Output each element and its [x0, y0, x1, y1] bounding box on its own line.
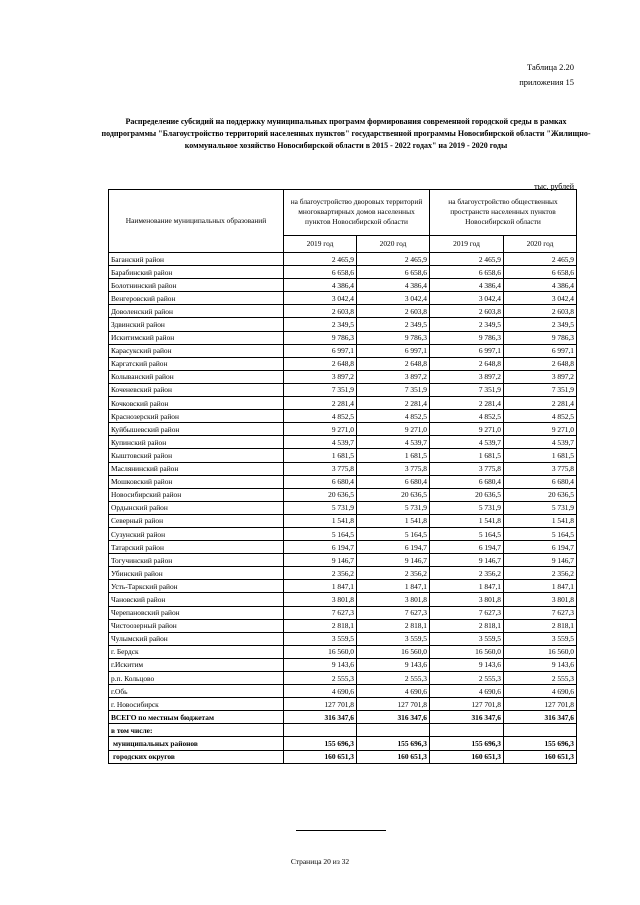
row-name: Маслянинский район	[109, 462, 284, 475]
row-value: 6 997,1	[430, 344, 504, 357]
row-value: 9 786,3	[504, 331, 577, 344]
row-value: 2 603,8	[430, 305, 504, 318]
table-row	[109, 541, 577, 554]
table-row	[109, 685, 577, 698]
table-row	[109, 554, 577, 567]
row-value: 316 347,6	[284, 711, 357, 724]
row-name: Каргатский район	[109, 357, 284, 370]
row-value: 3 559,5	[430, 632, 504, 645]
row-value: 7 627,3	[504, 606, 577, 619]
row-value: 9 143,6	[504, 658, 577, 671]
row-name: Новосибирский район	[109, 488, 284, 501]
row-value: 2 465,9	[357, 253, 430, 266]
row-value: 155 696,3	[284, 737, 357, 750]
row-value: 5 164,5	[284, 527, 357, 540]
table-row	[109, 580, 577, 593]
table-row	[109, 672, 577, 685]
row-value: 20 636,5	[284, 488, 357, 501]
row-value: 16 560,0	[430, 645, 504, 658]
row-name: Купинский район	[109, 436, 284, 449]
table-row	[109, 436, 577, 449]
row-value: 20 636,5	[504, 488, 577, 501]
row-value: 4 852,5	[284, 410, 357, 423]
table-body	[109, 253, 577, 764]
table-row	[109, 593, 577, 606]
row-value: 3 775,8	[504, 462, 577, 475]
row-value: 155 696,3	[357, 737, 430, 750]
row-value: 16 560,0	[357, 645, 430, 658]
row-name: Кыштовский район	[109, 449, 284, 462]
appendix-number: приложения 15	[519, 77, 574, 87]
row-value: 6 680,4	[284, 475, 357, 488]
row-value: 6 194,7	[284, 541, 357, 554]
column-header-public-spaces: на благоустройство общественных пространств населенных пунктов Новосибирской области	[430, 190, 577, 236]
table-row	[109, 370, 577, 383]
row-value: 3 559,5	[284, 632, 357, 645]
row-value: 3 801,8	[430, 593, 504, 606]
row-value: 160 651,3	[430, 750, 504, 763]
row-name: Сузунский район	[109, 527, 284, 540]
row-value: 20 636,5	[357, 488, 430, 501]
row-name: Болотнинский район	[109, 279, 284, 292]
row-value: 2 349,5	[357, 318, 430, 331]
table-row	[109, 318, 577, 331]
row-value: 2 648,8	[504, 357, 577, 370]
empty-cell	[504, 724, 577, 737]
row-value: 3 559,5	[504, 632, 577, 645]
empty-cell	[430, 724, 504, 737]
row-value: 4 690,6	[430, 685, 504, 698]
row-name: Колыванский район	[109, 370, 284, 383]
row-name: Татарский район	[109, 541, 284, 554]
year-header: 2019 год	[284, 235, 357, 252]
empty-cell	[284, 724, 357, 737]
row-value: 2 603,8	[357, 305, 430, 318]
row-value: 2 555,3	[430, 672, 504, 685]
row-name: Ордынский район	[109, 501, 284, 514]
row-value: 1 847,1	[357, 580, 430, 593]
row-name: г.Искитим	[109, 658, 284, 671]
table-row	[109, 698, 577, 711]
row-value: 4 386,4	[504, 279, 577, 292]
row-value: 9 143,6	[357, 658, 430, 671]
row-value: 6 658,6	[504, 266, 577, 279]
row-name: городских округов	[109, 750, 284, 763]
row-value: 1 541,8	[504, 514, 577, 527]
table-row	[109, 514, 577, 527]
empty-cell	[357, 724, 430, 737]
row-value: 5 164,5	[504, 527, 577, 540]
row-value: 7 627,3	[430, 606, 504, 619]
table-row	[109, 606, 577, 619]
including-row	[109, 724, 577, 737]
row-value: 2 603,8	[504, 305, 577, 318]
row-value: 9 146,7	[357, 554, 430, 567]
row-value: 9 146,7	[430, 554, 504, 567]
row-value: 1 681,5	[430, 449, 504, 462]
row-name: Баганский район	[109, 253, 284, 266]
row-name: Здвинский район	[109, 318, 284, 331]
row-name: г.Обь	[109, 685, 284, 698]
table-row	[109, 527, 577, 540]
row-value: 5 731,9	[430, 501, 504, 514]
table-row	[109, 501, 577, 514]
row-value: 7 627,3	[284, 606, 357, 619]
row-name: Чулымский район	[109, 632, 284, 645]
column-header-name: Наименование муниципальных образований	[109, 190, 284, 253]
row-value: 160 651,3	[284, 750, 357, 763]
row-value: 2 818,1	[430, 619, 504, 632]
row-value: 3 775,8	[284, 462, 357, 475]
row-value: 5 731,9	[504, 501, 577, 514]
row-name: Венгеровский район	[109, 292, 284, 305]
row-value: 9 143,6	[430, 658, 504, 671]
footer-divider	[296, 830, 386, 831]
row-value: 7 627,3	[357, 606, 430, 619]
row-name: Доволенский район	[109, 305, 284, 318]
row-value: 127 701,8	[357, 698, 430, 711]
row-value: 6 997,1	[284, 344, 357, 357]
row-value: 1 541,8	[430, 514, 504, 527]
row-value: 20 636,5	[430, 488, 504, 501]
table-row	[109, 619, 577, 632]
row-value: 5 731,9	[284, 501, 357, 514]
row-value: 3 897,2	[357, 370, 430, 383]
row-value: 2 356,2	[357, 567, 430, 580]
table-row	[109, 253, 577, 266]
row-value: 9 146,7	[504, 554, 577, 567]
table-row	[109, 632, 577, 645]
row-value: 316 347,6	[357, 711, 430, 724]
municipal-districts-row	[109, 737, 577, 750]
row-value: 3 801,8	[357, 593, 430, 606]
table-row	[109, 383, 577, 396]
table-row	[109, 305, 577, 318]
row-name: Тогучинский район	[109, 554, 284, 567]
year-header: 2020 год	[504, 235, 577, 252]
row-value: 2 648,8	[284, 357, 357, 370]
row-value: 3 775,8	[357, 462, 430, 475]
units-label: тыс. рублей	[534, 182, 574, 191]
row-value: 2 603,8	[284, 305, 357, 318]
table-row	[109, 266, 577, 279]
row-value: 6 680,4	[357, 475, 430, 488]
row-value: 6 680,4	[430, 475, 504, 488]
row-value: 2 281,4	[430, 397, 504, 410]
row-value: 155 696,3	[430, 737, 504, 750]
row-name: Кочковский район	[109, 397, 284, 410]
row-name: Барабинский район	[109, 266, 284, 279]
row-value: 6 658,6	[284, 266, 357, 279]
row-value: 4 690,6	[284, 685, 357, 698]
table-row	[109, 645, 577, 658]
total-row	[109, 711, 577, 724]
row-value: 6 194,7	[357, 541, 430, 554]
table-row	[109, 279, 577, 292]
row-value: 2 281,4	[504, 397, 577, 410]
row-value: 5 731,9	[357, 501, 430, 514]
row-value: 1 541,8	[284, 514, 357, 527]
row-value: 3 042,4	[357, 292, 430, 305]
row-value: 3 775,8	[430, 462, 504, 475]
table-row	[109, 344, 577, 357]
table-row	[109, 397, 577, 410]
row-name: Чистоозерный район	[109, 619, 284, 632]
row-value: 16 560,0	[504, 645, 577, 658]
row-value: 9 143,6	[284, 658, 357, 671]
row-value: 3 801,8	[504, 593, 577, 606]
row-value: 6 997,1	[357, 344, 430, 357]
row-value: 4 852,5	[357, 410, 430, 423]
row-value: 2 555,3	[284, 672, 357, 685]
row-name: г. Бердск	[109, 645, 284, 658]
row-value: 2 818,1	[284, 619, 357, 632]
row-value: 3 801,8	[284, 593, 357, 606]
row-value: 316 347,6	[430, 711, 504, 724]
row-value: 316 347,6	[504, 711, 577, 724]
row-name: Куйбышевский район	[109, 423, 284, 436]
row-value: 3 042,4	[284, 292, 357, 305]
column-header-courtyards: на благоустройство дворовых территорий многоквартирных домов населенных пунктов Новосибирской области	[284, 190, 430, 236]
row-value: 2 356,2	[430, 567, 504, 580]
table-row	[109, 423, 577, 436]
row-value: 1 541,8	[357, 514, 430, 527]
row-value: 9 786,3	[430, 331, 504, 344]
row-value: 2 555,3	[504, 672, 577, 685]
row-value: 6 658,6	[357, 266, 430, 279]
row-value: 3 897,2	[430, 370, 504, 383]
row-name: Усть-Таркский район	[109, 580, 284, 593]
row-value: 4 386,4	[430, 279, 504, 292]
including-label: в том числе:	[109, 724, 284, 737]
row-value: 3 042,4	[430, 292, 504, 305]
row-value: 2 356,2	[284, 567, 357, 580]
row-value: 7 351,9	[430, 383, 504, 396]
row-value: 9 271,0	[357, 423, 430, 436]
row-value: 2 281,4	[284, 397, 357, 410]
table-row	[109, 449, 577, 462]
table-row	[109, 292, 577, 305]
row-value: 2 349,5	[430, 318, 504, 331]
row-value: 6 658,6	[430, 266, 504, 279]
row-value: 6 194,7	[430, 541, 504, 554]
row-value: 2 818,1	[504, 619, 577, 632]
table-row	[109, 475, 577, 488]
row-value: 4 539,7	[504, 436, 577, 449]
row-name: Карасукский район	[109, 344, 284, 357]
row-value: 3 042,4	[504, 292, 577, 305]
table-row	[109, 331, 577, 344]
table-row	[109, 462, 577, 475]
row-value: 3 559,5	[357, 632, 430, 645]
row-name: р.п. Кольцово	[109, 672, 284, 685]
row-name: Северный район	[109, 514, 284, 527]
urban-districts-row	[109, 750, 577, 763]
row-value: 9 786,3	[284, 331, 357, 344]
year-header: 2020 год	[357, 235, 430, 252]
row-value: 2 555,3	[357, 672, 430, 685]
row-name: Убинский район	[109, 567, 284, 580]
row-name: Мошковский район	[109, 475, 284, 488]
row-value: 6 680,4	[504, 475, 577, 488]
table-row	[109, 410, 577, 423]
row-value: 2 648,8	[357, 357, 430, 370]
row-value: 6 997,1	[504, 344, 577, 357]
row-value: 2 465,9	[284, 253, 357, 266]
row-name: Искитимский район	[109, 331, 284, 344]
year-header: 2019 год	[430, 235, 504, 252]
row-value: 3 897,2	[504, 370, 577, 383]
row-value: 1 681,5	[504, 449, 577, 462]
row-value: 2 281,4	[357, 397, 430, 410]
row-name: ВСЕГО по местным бюджетам	[109, 711, 284, 724]
subsidy-table	[108, 189, 577, 764]
row-value: 160 651,3	[357, 750, 430, 763]
row-value: 4 690,6	[357, 685, 430, 698]
row-value: 1 847,1	[284, 580, 357, 593]
row-value: 4 852,5	[430, 410, 504, 423]
row-value: 4 690,6	[504, 685, 577, 698]
row-value: 155 696,3	[504, 737, 577, 750]
row-value: 1 681,5	[284, 449, 357, 462]
row-value: 1 847,1	[430, 580, 504, 593]
row-name: г. Новосибирск	[109, 698, 284, 711]
row-name: Коченевский район	[109, 383, 284, 396]
row-value: 2 465,9	[504, 253, 577, 266]
table-reference	[519, 60, 574, 90]
row-name: муниципальных районов	[109, 737, 284, 750]
row-value: 7 351,9	[504, 383, 577, 396]
row-value: 127 701,8	[430, 698, 504, 711]
row-value: 9 271,0	[430, 423, 504, 436]
row-value: 16 560,0	[284, 645, 357, 658]
row-value: 2 349,5	[284, 318, 357, 331]
row-value: 4 539,7	[284, 436, 357, 449]
row-value: 5 164,5	[357, 527, 430, 540]
row-value: 2 349,5	[504, 318, 577, 331]
row-value: 2 465,9	[430, 253, 504, 266]
row-value: 2 818,1	[357, 619, 430, 632]
row-value: 160 651,3	[504, 750, 577, 763]
row-value: 127 701,8	[284, 698, 357, 711]
table-number: Таблица 2.20	[527, 62, 574, 72]
row-value: 4 852,5	[504, 410, 577, 423]
row-value: 1 847,1	[504, 580, 577, 593]
row-value: 9 271,0	[284, 423, 357, 436]
row-value: 127 701,8	[504, 698, 577, 711]
row-value: 1 681,5	[357, 449, 430, 462]
row-value: 4 539,7	[357, 436, 430, 449]
row-name: Краснозерский район	[109, 410, 284, 423]
row-value: 4 386,4	[357, 279, 430, 292]
row-value: 4 386,4	[284, 279, 357, 292]
row-value: 9 146,7	[284, 554, 357, 567]
row-value: 7 351,9	[357, 383, 430, 396]
row-name: Чановский район	[109, 593, 284, 606]
row-value: 5 164,5	[430, 527, 504, 540]
row-value: 9 786,3	[357, 331, 430, 344]
row-value: 7 351,9	[284, 383, 357, 396]
row-value: 2 356,2	[504, 567, 577, 580]
row-value: 4 539,7	[430, 436, 504, 449]
row-name: Черепановский район	[109, 606, 284, 619]
table-row	[109, 357, 577, 370]
row-value: 2 648,8	[430, 357, 504, 370]
table-row	[109, 488, 577, 501]
row-value: 3 897,2	[284, 370, 357, 383]
document-title: Распределение субсидий на поддержку муниципальных программ формирования современной городской среды в рамках подпрограммы "Благоустройство территорий населенных пунктов" государственной программы Новосибирской области "Жилищно-коммунальное хозяйство Новосибирской области в 2015 - 2022 годах" на 2019 - 2020 годы	[101, 117, 591, 150]
table-row	[109, 658, 577, 671]
row-value: 9 271,0	[504, 423, 577, 436]
row-value: 6 194,7	[504, 541, 577, 554]
table-row	[109, 567, 577, 580]
page-number: Страница 20 из 32	[290, 857, 350, 866]
